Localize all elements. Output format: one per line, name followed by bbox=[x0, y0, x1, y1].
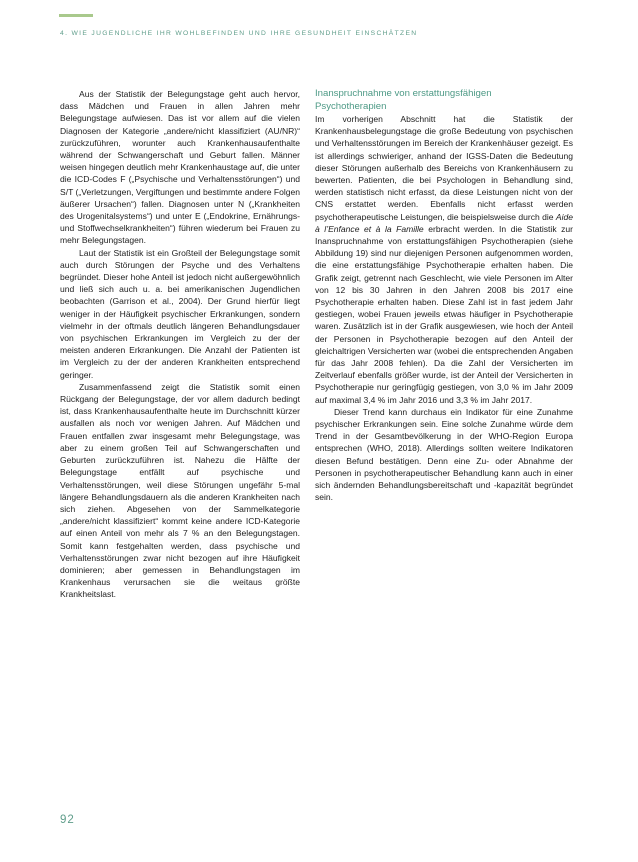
left-column bbox=[60, 88, 300, 601]
right-column bbox=[315, 88, 573, 504]
section-heading-line: Psychotherapien bbox=[315, 100, 387, 112]
body-paragraph: Zusammenfassend zeigt die Statistik somit einen Rückgang der Belegungstage, der vor allem dadurch bedingt ist, dass Krankenhausaufenthalte heute im Durchschnitt kürzer ausfallen als noch vor wenigen Jahren. Auf Mädchen und Frauen entfallen zwar insgesamt mehr Belegungstage, was aber zu einem großen Teil auf Schwangerschaften und Geburten zurückzuführen ist. Nahezu die Hälfte der Belegungstage entfällt auf psychische und Verhaltensstörungen, weil diese Störungen ungefähr 5-mal längere Behandlungsdauern als die anderen Krankheiten nach sich ziehen. Abgesehen von der Sammelkategorie „andere/nicht klassifiziert“ kommt keine andere ICD-Kategorie auf einen Anteil von mehr als 7 % an den Belegungstagen. Somit kann festgehalten werden, dass psychische und Verhaltensstörungen zwar nicht bezogen auf ihre Häufigkeit dominieren; aber gemessen in Behandlungstagen im Krankenhaus verursachen sie die weitaus größte Krankheitslast. bbox=[60, 381, 300, 600]
section-heading-line: Inanspruchnahme von erstattungsfähigen bbox=[315, 88, 492, 99]
header-accent-rule bbox=[59, 14, 93, 17]
paragraph-text: Im vorherigen Abschnitt hat die Statistik der Krankenhausbelegungstage die große Bedeutung von psychischen und Verhaltensstörungen im Bereich der Krankenhäuser gezeigt. Es ist allerdings schwieriger, anhand der IGSS-Daten die Bedeutung dieser Störungen außerhalb des Bereichs von Krankenhäusern zu bewerten. Patienten, die bei Psychologen in Behandlung sind, werden statistisch nicht erfasst, da diese Leistungen nicht von der CNS erstattet werden. Ebenfalls nicht erfasst werden psychotherapeutische Leistungen, die beispielsweise durch die bbox=[315, 114, 573, 222]
section-heading bbox=[315, 88, 573, 113]
body-paragraph: Aus der Statistik der Belegungstage geht auch hervor, dass Mädchen und Frauen in allen Jahren mehr Belegungstage aufwiesen. Das ist vor allem auf die vielen Diagnosen der Kategorie „andere/nicht klassifiziert (AU/NR)“ zurückzuführen, worunter auch Krankenhausaufenthalte während der Schwangerschaft und Geburt fallen. Männer weisen hingegen deutlich mehr Krankenhaustage auf, die unter die ICD-Codes F („Psychische und Verhaltensstörungen“) und S/T („Verletzungen, Vergiftungen und bestimmte andere Folgen äußerer Ursachen“) fallen. Diagnosen unter N („Krankheiten des Urogenitalsystems“) und unter E („Endokrine, Ernährungs- und Stoffwechselkrankheiten“) führen wiederum bei Frauen zu mehr Belegungstagen. bbox=[60, 89, 300, 246]
paragraph-text: erbracht werden. In die Statistik zur Inanspruchnahme von erstattungsfähigen Psychotherapien (siehe Abbildung 19) sind nur diejenigen Personen aufgenommen worden, die eine erstattungsfähige Psychotherapie erhalten haben. Die Grafik zeigt, getrennt nach Geschlecht, wie viele Personen im Alter von 12 bis 30 Jahren in den Jahren 2008 bis 2017 eine Psychotherapie erhalten haben. Diese Zahl ist in fast jedem Jahr gestiegen, wobei Frauen jeweils etwas häufiger in Psychotherapie waren. Zusätzlich ist in der Grafik ausgewiesen, wie hoch der Anteil der Personen in Psychotherapie bezogen auf den Anteil der gleichaltrigen Versicherten war (wobei die entsprechenden Angaben für das Jahr 2008 fehlen). Da die Zahl der Versicherten im Zeitverlauf ebenfalls größer wurde, ist der Anteil der Versicherten in Psychotherapie nur geringfügig gestiegen, von 3,0 % im Jahr 2009 auf maximal 3,4 % im Jahr 2016 und 3,3 % im Jahr 2017. bbox=[315, 223, 573, 405]
body-paragraph: Dieser Trend kann durchaus ein Indikator für eine Zunahme psychischer Erkrankungen sein. Eine solche Zunahme würde dem Trend in der Gesamtbevölkerung in der WHO-Region Europa entsprechen (WHO, 2018). Allerdings sollten weitere Indikatoren diesen Befund bestätigen. Denn eine Zu- oder Abnahme der Personen in psychotherapeutischer Behandlung kann auch in einer sich ändernden Behandlungsbereitschaft und -kapazität begründet sein. bbox=[315, 406, 573, 503]
body-paragraph: Laut der Statistik ist ein Großteil der Belegungstage somit auch durch Störungen der Psyche und des Verhaltens begründet. Dieser hohe Anteil ist jedoch nicht außergewöhnlich und ließ sich auch u. a. bei amerikanischen Jugendlichen beobachten (Garrison et al., 2004). Der Grund hierfür liegt weniger in der Häufigkeit psychischer Erkrankungen, sondern vielmehr in der oftmals deutlich längeren Behandlungsdauer von psychischen Erkrankungen im Vergleich zu der der meisten anderen Erkrankungen. Die Anzahl der Patienten ist im Vergleich zu der der anderen Krankheiten entsprechend geringer. bbox=[60, 247, 300, 380]
page-number: 92 bbox=[60, 814, 75, 826]
italic-organisation-name: Aide à l’Enfance et à la Famille bbox=[315, 211, 573, 234]
running-head: 4. WIE JUGENDLICHE IHR WOHLBEFINDEN UND IHRE GESUNDHEIT EINSCHÄTZEN bbox=[60, 30, 418, 37]
body-paragraph bbox=[315, 113, 573, 406]
